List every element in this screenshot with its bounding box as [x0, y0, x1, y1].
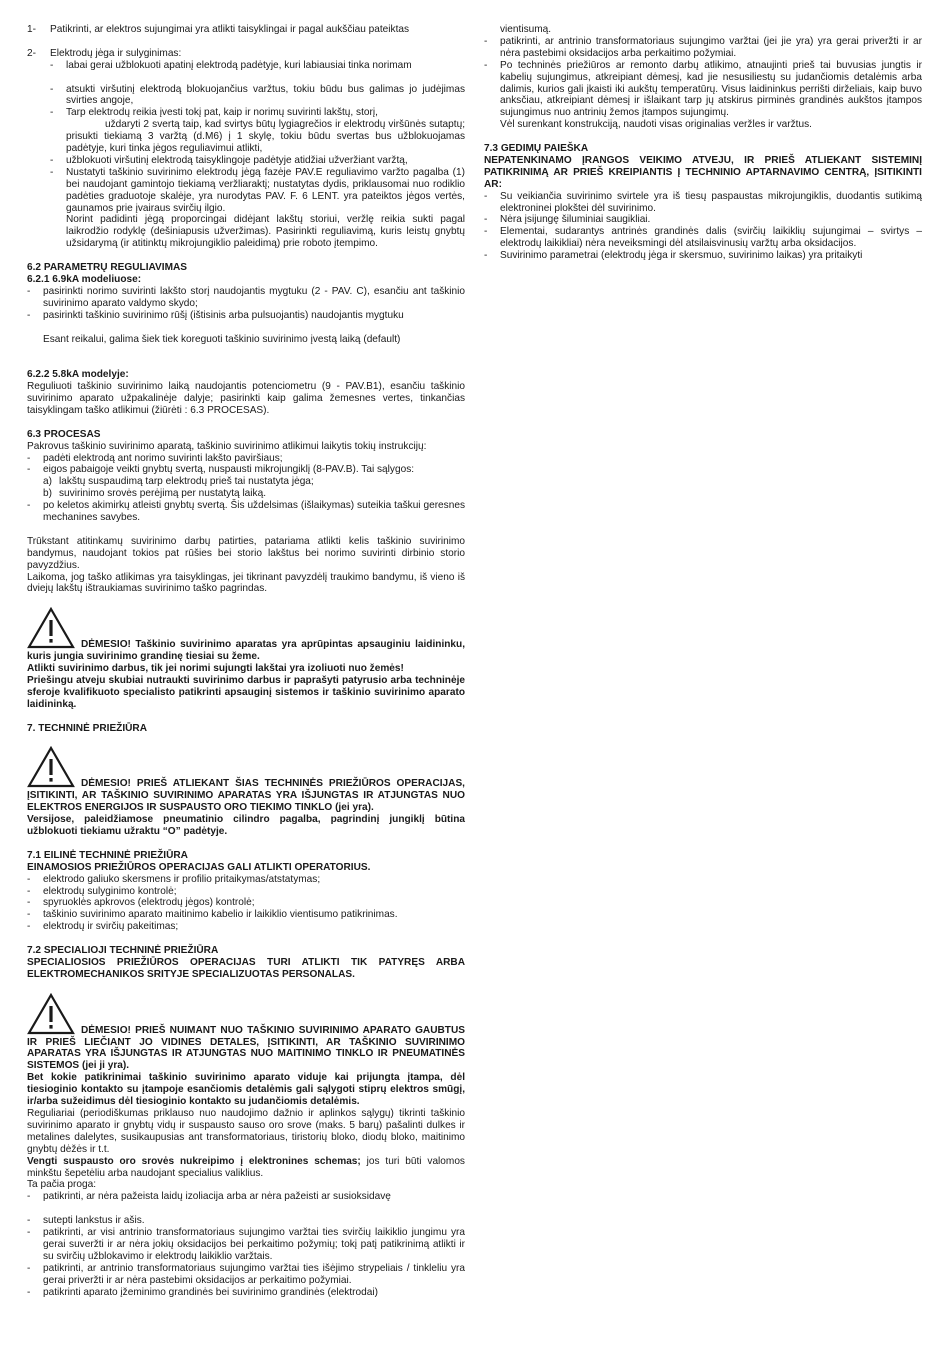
list-item: - elektrodų sulyginimo kontrolė; — [27, 885, 177, 897]
subsection-title: 7.2 SPECIALIOJI TECHNINĖ PRIEŽIŪRA — [27, 945, 219, 957]
list-item: - Tarp elektrodų reikia įvesti tokį pat, kaip ir norimų suvirinti lakštų, storį, — [50, 107, 378, 119]
warning-text: Versijose, paleidžiamose pneumatinio cilindro pagalba, pagrindinį jungiklį būtina užblokuoti tiekiamu užraktu “O” padėtyje. — [27, 814, 465, 838]
list-item-continuation: vientisumą. — [500, 24, 552, 35]
list-item: - užblokuoti viršutinį elektrodą taisyklingoje padėtyje atidžiai užveržiant varžtą, — [50, 154, 408, 166]
list-item: a) lakštų suspaudimą tarp elektrodų prieš tai nustatyta jėga; — [43, 476, 314, 488]
list-item: - padėti elektrodą ant norimo suvirinti lakšto paviršiaus; — [27, 452, 283, 464]
subsection-subtitle: NEPATENKINAMO ĮRANGOS VEIKIMO ATVEJU, IR PRIEŠ ATLIEKANT SISTEMINĮ PATIKRINIMĄ AR PRIEŠ KREIPIANTIS Į TECHNINIO APTARNAVIMO CENTRĄ, ĮSITIKINTI AR: — [484, 154, 922, 190]
list-item: - labai gerai užblokuoti apatinį elektrodą padėtyje, kuri labiausiai tinka norimam — [50, 59, 412, 71]
paragraph: Ta pačia proga: — [27, 1179, 97, 1191]
paragraph: Vėl surenkant konstrukciją, naudoti visas originalias veržles ir varžtus. — [500, 119, 812, 131]
warning-icon — [27, 993, 75, 1035]
list-item: - atsukti viršutinį elektrodą blokuojančius varžtus, tokiu būdu bus galimas jo judėjimas svirties angoje, — [50, 83, 465, 107]
warning-icon — [27, 607, 75, 649]
paragraph: Reguliariai (periodiškumas priklauso nuo naudojimo dažnio ir aplinkos sąlygų) tikrinti taškinio suvirinimo aparato ir gnybtų vidų ir suspausto sauso oro srove (maks. 5 barų) pašalinti dulkes ir metalines dalelytes, susikaupusias ant transformatoriaus, tiristorių bloko, diodų bloko, maitinimo gnybtų dėžės ir t.t. — [27, 1108, 465, 1155]
warning-block — [27, 607, 465, 710]
list-item: - spyruoklės apkrovos (elektrodų jėgos) kontrolė; — [27, 897, 255, 909]
warning-text: Bet kokie patikrinimai taškinio suvirinimo aparato viduje kai prijungta įtampa, dėl tiesioginio kontakto su įtampoje esančiomis detalėmis gali sąlygoti stiprų elektros smūgį, ir/arba sužeidimus dėl tiesioginio kontakto su judančiomis detalėmis. — [27, 1072, 465, 1108]
subsection-title: 6.2.2 5.8kA modelyje: — [27, 369, 129, 381]
warning-block — [27, 993, 465, 1108]
paragraph: Vengti suspausto oro srovės nukreipimo į elektronines schemas; jos turi būti valomos minkštu šepetėliu arba naudojant specialius valiklius. — [27, 1155, 465, 1179]
list-item: 2- Elektrodų jėga ir sulyginimas: — [27, 47, 182, 59]
warning-text: DĖMESIO! Taškinio suvirinimo aparatas yra aprūpintas apsauginiu laidininku, kuris jungia suvirinimo grandinę tiesiai su žeme. — [27, 639, 465, 663]
list-item: - Po techninės priežiūros ar remonto darbų atlikimo, atnaujinti prieš tai buvusias jungtis ir kabelių sujungimus, atkreipiant dėmesį, kad jie nesusiliestų su judančiomis detalėmis arba dalimis, kurios gali įkaisti iki aukštų temperatūrų. Visus laidininkus perrišti dirželiais, kaip buvo anksčiau, atkreipiant dėmesį ir išlaikant tarp jų atskirus pirminės grandinės aukštos įtampos sujungimus nuo antrinių žemos įtampos sujungimų. — [484, 59, 922, 119]
list-item: - pasirinkti norimo suvirinti lakšto storį naudojantis mygtuku (2 - PAV. C), esančiu ant taškinio suvirinimo aparato valdymo skydo; — [27, 285, 465, 309]
section-title: 6.3 PROCESAS — [27, 428, 101, 440]
paragraph: Esant reikalui, galima šiek tiek koreguoti taškinio suvirinimo įvestą laiką (default) — [43, 333, 401, 345]
right-column — [484, 24, 922, 262]
section-title: 7. TECHNINĖ PRIEŽIŪRA — [27, 722, 148, 734]
list-item-continuation: uždaryti 2 svertą taip, kad svirtys būtų lygiagrečios ir elektrodų viršūnės sutaptų; prisukti tiekiamą 3 varžtą (d.M6) į 1 skylę, tokiu būdu svertas bus užblokuojamas padėtyje, kuri tinka jėgos reguliavimui atlikti, — [66, 119, 465, 155]
list-item: 1- Patikrinti, ar elektros sujungimai yra atlikti taisyklingai ir pagal aukščiau pateiktas — [27, 24, 410, 35]
list-item: - Nustatyti taškinio suvirinimo elektrodų jėgą fazėje PAV.E reguliavimo varžto pagalba (1) bei naudojant gamintojo tiekiamą veržliaraktį; nustatytas dydis, priklausomai nuo rodiklio padėties graduotoje skalėje, yra nurodytas PAV. F. 6 LENT. yra pateiktos jėgos vertės, gaunamos prie įvairaus svirčių ilgio. — [50, 166, 465, 214]
list-item: - po keletos akimirkų atleisti gnybtų svertą. Šis uždelsimas (išlaikymas) suteikia taškui geresnes mechanines savybes. — [27, 500, 465, 524]
warning-icon — [27, 746, 75, 788]
subsection-subtitle: SPECIALIOSIOS PRIEŽIŪROS OPERACIJAS TURI ATLIKTI TIK PATYRĘS ARBA ELEKTROMECHANIKOS SRITYJE SPECIALIZUOTAS PERSONALAS. — [27, 956, 465, 980]
subsection-title: 6.2.1 6.9kA modeliuose: — [27, 273, 142, 285]
list-item: - taškinio suvirinimo aparato maitinimo kabelio ir laikiklio vientisumo patikrinimas. — [27, 909, 398, 921]
list-item: - patikrinti, ar nėra pažeista laidų izoliacija arba ar nėra pažeisti ar susioksidavę — [27, 1191, 391, 1203]
warning-text: DĖMESIO! PRIEŠ ATLIEKANT ŠIAS TECHNINĖS PRIEŽIŪROS OPERACIJAS, ĮSITIKINTI, AR TAŠKINIO SUVIRINIMO APARATAS YRA IŠJUNGTAS IR ATJUNGTAS NUO ELEKTROS ENERGIJOS IR SUSPAUSTO ORO TIEKIMO TINKLO (jei yra). — [27, 778, 465, 814]
list-item: - Elementai, sudarantys antrinės grandinės dalis (svirčių laikiklių sujungimai – svirtys – elektrodų laikikliai) nėra neveiksmingi dėl atsilaisvinusių varžtų arba oksidacijos. — [484, 226, 922, 250]
subsection-title: 7.1 EILINĖ TECHNINĖ PRIEŽIŪRA — [27, 849, 188, 861]
list-item: - eigos pabaigoje veikti gnybtų svertą, nuspausti mikrojungiklį (8-PAV.B). Tai sąlygos: — [27, 464, 415, 476]
warning-block — [27, 746, 465, 838]
list-item: - patikrinti, ar antrinio transformatoriaus sujungimo varžtai ties išėjimo strypeliais / tinkleliu yra gerai priveržti ir ar nėra pastebimi oksidacijos ar perkaitimo požymiai. — [27, 1262, 465, 1286]
list-item: - patikrinti, ar visi antrinio transformatoriaus sujungimo varžtai ties svirčių laikiklio jungimu yra gerai suveržti ir ar nėra jokių oksidacijos bei perkaitimo požymių; tokį patį patikrinimą atlikti ir su svirčių užblokavimo ir elektrodų laikiklio varžtais. — [27, 1227, 465, 1262]
left-column — [27, 24, 465, 1299]
paragraph: Pakrovus taškinio suvirinimo aparatą, taškinio suvirinimo atlikimui laikytis tokių instrukcijų: — [27, 440, 427, 452]
subsection-subtitle: EINAMOSIOS PRIEŽIŪROS OPERACIJAS GALI ATLIKTI OPERATORIUS. — [27, 861, 371, 873]
list-item: - elektrodų ir svirčių pakeitimas; — [27, 921, 179, 933]
list-item: - Nėra įsijungę šiluminiai saugikliai. — [484, 214, 651, 226]
list-item: - Su veikiančia suvirinimo svirtele yra iš tiesų paspaustas mikrojungiklis, duodantis sutikimą elektroninei plokštei dėl suvirinimo. — [484, 190, 922, 214]
list-item: - patikrinti, ar antrinio transformatoriaus sujungimo varžtai (jei jie yra) yra gerai priveržti ir ar nėra pastebimi oksidacijos arba perkaitimo požymiai. — [484, 35, 922, 59]
section-title: 6.2 PARAMETRŲ REGULIAVIMAS — [27, 262, 188, 274]
paragraph: Reguliuoti taškinio suvirinimo laiką naudojantis potenciometru (9 - PAV.B1), esančiu taškinio suvirinimo aparato užpakalinėje dalyje; pasirinkti kaip galima žemesnes vertes, tinkančias taisyklingam taško atlikimui (žiūrėti : 6.3 PROCESAS). — [27, 381, 465, 416]
list-item: - Suvirinimo parametrai (elektrodų jėga ir skersmuo, suvirinimo laikas) yra pritaikyti — [484, 250, 863, 262]
warning-text: Atlikti suvirinimo darbus, tik jei norimi sujungti lakštai yra izoliuoti nuo žemės! — [27, 663, 404, 675]
paragraph: Trūkstant atitinkamų suvirinimo darbų patirties, patariama atlikti kelis taškinio suvirinimo bandymus, naudojant tokios pat rūšies bei storio lakštus bei norimo suvirinti dirbinio storio pavyzdžius. — [27, 535, 465, 571]
list-item: - pasirinkti taškinio suvirinimo rūšį (ištisinis arba pulsuojantis) naudojantis mygtuku — [27, 309, 404, 321]
paragraph: Laikoma, jog taško atlikimas yra taisyklingas, jei tikrinant pavyzdėlį traukimo bandymu, iš vieno iš dviejų lakštų ištraukiamas suvirinimo taško pagrindas. — [27, 571, 465, 595]
warning-text: DĖMESIO! PRIEŠ NUIMANT NUO TAŠKINIO SUVIRINIMO APARATO GAUBTUS IR PRIEŠ LIEČIANT JO VIDINES DETALES, ĮSITIKINTI, AR TAŠKINIO SUVIRINIMO APARATAS YRA IŠJUNGTAS IR ATJUNGTAS NUO MAITINIMO TINKLO IR PNEUMATINĖS SISTEMOS (jei ji yra). — [27, 1024, 465, 1072]
list-item-continuation: Norint padidinti jėgą proporcingai didėjant lakštų storiui, veržlę reikia sukti pagal laikrodžio rodyklę (dešiniapusis užveržimas). Pasirinkti reguliavimą, kuris leistų gnybtų užsidarymą (ir atitinktų mikrojungiklio paleidimą) prie roboto įtempimo. — [66, 214, 465, 250]
list-item: b) suvirinimo srovės perėjimą per nustatytą laiką. — [43, 488, 267, 500]
warning-text: Priešingu atveju skubiai nutraukti suvirinimo darbus ir paprašyti patyrusio arba techninėje sferoje kvalifikuoto specialisto patikrinti apsauginį sistemos ir taškinio suvirinimo aparato laidininką. — [27, 675, 465, 710]
list-item: - sutepti lankstus ir ašis. — [27, 1215, 145, 1227]
list-item: - elektrodo galiuko skersmens ir profilio pritaikymas/atstatymas; — [27, 873, 321, 885]
list-item: - patikrinti aparato įžeminimo grandinės bei suvirinimo grandinės (elektrodai) — [27, 1286, 378, 1298]
subsection-title: 7.3 GEDIMŲ PAIEŠKA — [484, 143, 589, 155]
